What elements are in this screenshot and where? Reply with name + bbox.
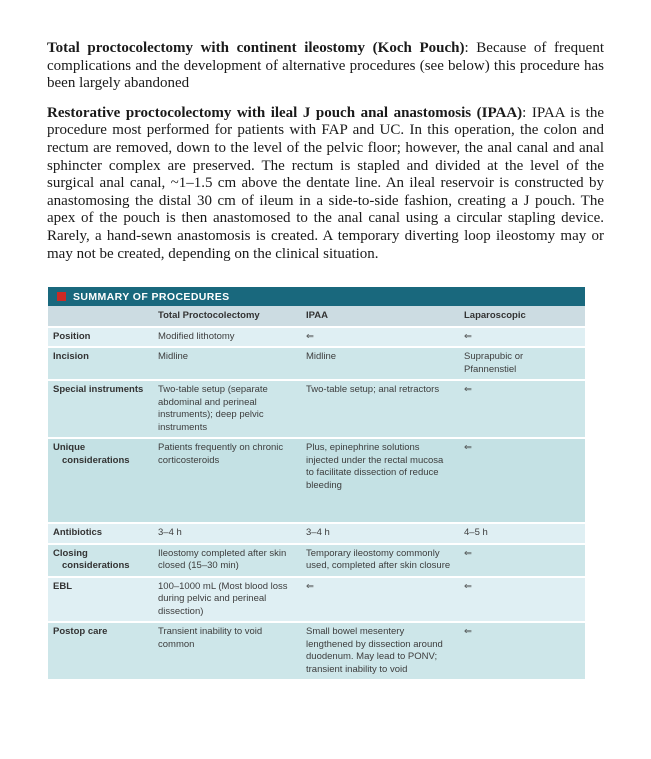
column-header-laparoscopic: Laparoscopic	[464, 310, 526, 322]
column-header-empty	[48, 306, 155, 326]
table-row-incision	[48, 346, 585, 379]
table-row-special-instruments	[48, 379, 585, 437]
table-row-ebl	[48, 576, 585, 622]
column-header-ipaa: IPAA	[306, 310, 328, 322]
table-cell: Two-table setup (separate abdominal and perineal instruments); deep pelvic instruments	[158, 384, 268, 433]
table-cell: ⇐	[464, 547, 472, 559]
table-cell: 3–4 h	[306, 527, 330, 539]
row-label: Special instruments	[53, 384, 144, 396]
table-cell: Suprapubic or Pfannenstiel	[464, 351, 524, 375]
paragraph-lead-bold: Restorative proctocolectomy with ileal J pouch anal anastomosis (IPAA)	[47, 104, 523, 121]
row-label: Postop care	[53, 626, 108, 638]
table-cell: Midline	[158, 351, 189, 363]
paragraph-lead-bold: Total proctocolectomy with continent ileostomy (Koch Pouch)	[47, 40, 465, 56]
row-label: Incision	[53, 351, 89, 363]
paragraph-body-text: : Because of frequent complications and the development of alternative procedures (see below) this procedure has been largely abandoned	[47, 40, 604, 92]
paragraph-ipaa	[47, 105, 604, 263]
paragraph-body-text: : IPAA is the procedure most performed for patients with FAP and UC. In this operation, the colon and rectum are removed, down to the level of the pelvic floor; however, the anal canal and anal sphincter complex are preserved. The rectum is stapled and divided at the level of the surgical anal canal, ~1–1.5 cm above the dentate line. An ileal reservoir is constructed by anastomosing the distal 30 cm of ileum in a side-to-side fashion, creating a J pouch. The apex of the pouch is then anastomosed to the anal canal using a circular stapling device. Rarely, a hand-sewn anastomosis is created. A temporary diverting loop ileostomy may or may not be created, depending on the clinical situation.	[47, 104, 605, 262]
column-header-total-proctocolectomy: Total Proctocolectomy	[158, 310, 260, 322]
table-cell: Modified lithotomy	[158, 330, 235, 342]
table-cell: ⇐	[464, 330, 472, 342]
table-row-unique-considerations	[48, 437, 585, 522]
table-cell: 100–1000 mL (Most blood loss during pelvic and perineal dissection)	[158, 580, 288, 617]
column-header-row	[48, 306, 585, 326]
table-cell: Transient inability to void common	[158, 626, 263, 650]
table-row-antibiotics	[48, 522, 585, 543]
table-cell: ⇐	[306, 580, 314, 592]
row-label: EBL	[53, 580, 72, 592]
paragraph-koch-pouch	[47, 40, 604, 93]
table-cell: Small bowel mesentery lengthened by dissection around duodenum. May lead to PONV; transient inability to void	[306, 626, 443, 675]
table-cell: ⇐	[464, 442, 472, 454]
table-cell: Patients frequently on chronic corticosteroids	[158, 442, 284, 466]
table-row-closing-considerations	[48, 543, 585, 576]
table-cell: ⇐	[306, 330, 314, 342]
table-cell: 4–5 h	[464, 527, 488, 539]
summary-of-procedures-table	[48, 287, 585, 679]
table-row-postop-care	[48, 621, 585, 679]
table-row-position	[48, 326, 585, 347]
row-label: Position	[53, 330, 91, 342]
table-title: SUMMARY OF PROCEDURES	[73, 290, 230, 303]
table-title-banner	[48, 287, 585, 306]
table-cell: Plus, epinephrine solutions injected under the rectal mucosa to facilitate dissection of reduce bleeding	[306, 442, 444, 491]
table-cell: ⇐	[464, 580, 472, 592]
red-square-icon	[57, 292, 66, 301]
table-cell: 3–4 h	[158, 527, 182, 539]
row-label: Antibiotics	[53, 527, 103, 539]
table-cell: Midline	[306, 351, 337, 363]
table-cell: Ileostomy completed after skin closed (15–30 min)	[158, 547, 287, 572]
table-cell: Temporary ileostomy commonly used, completed after skin closure	[306, 547, 451, 572]
table-cell: Two-table setup; anal retractors	[306, 384, 440, 396]
table-cell: ⇐	[464, 384, 472, 396]
table-cell: ⇐	[464, 626, 472, 638]
row-label: Unique considerations	[53, 442, 130, 466]
row-label: Closing considerations	[53, 547, 130, 572]
